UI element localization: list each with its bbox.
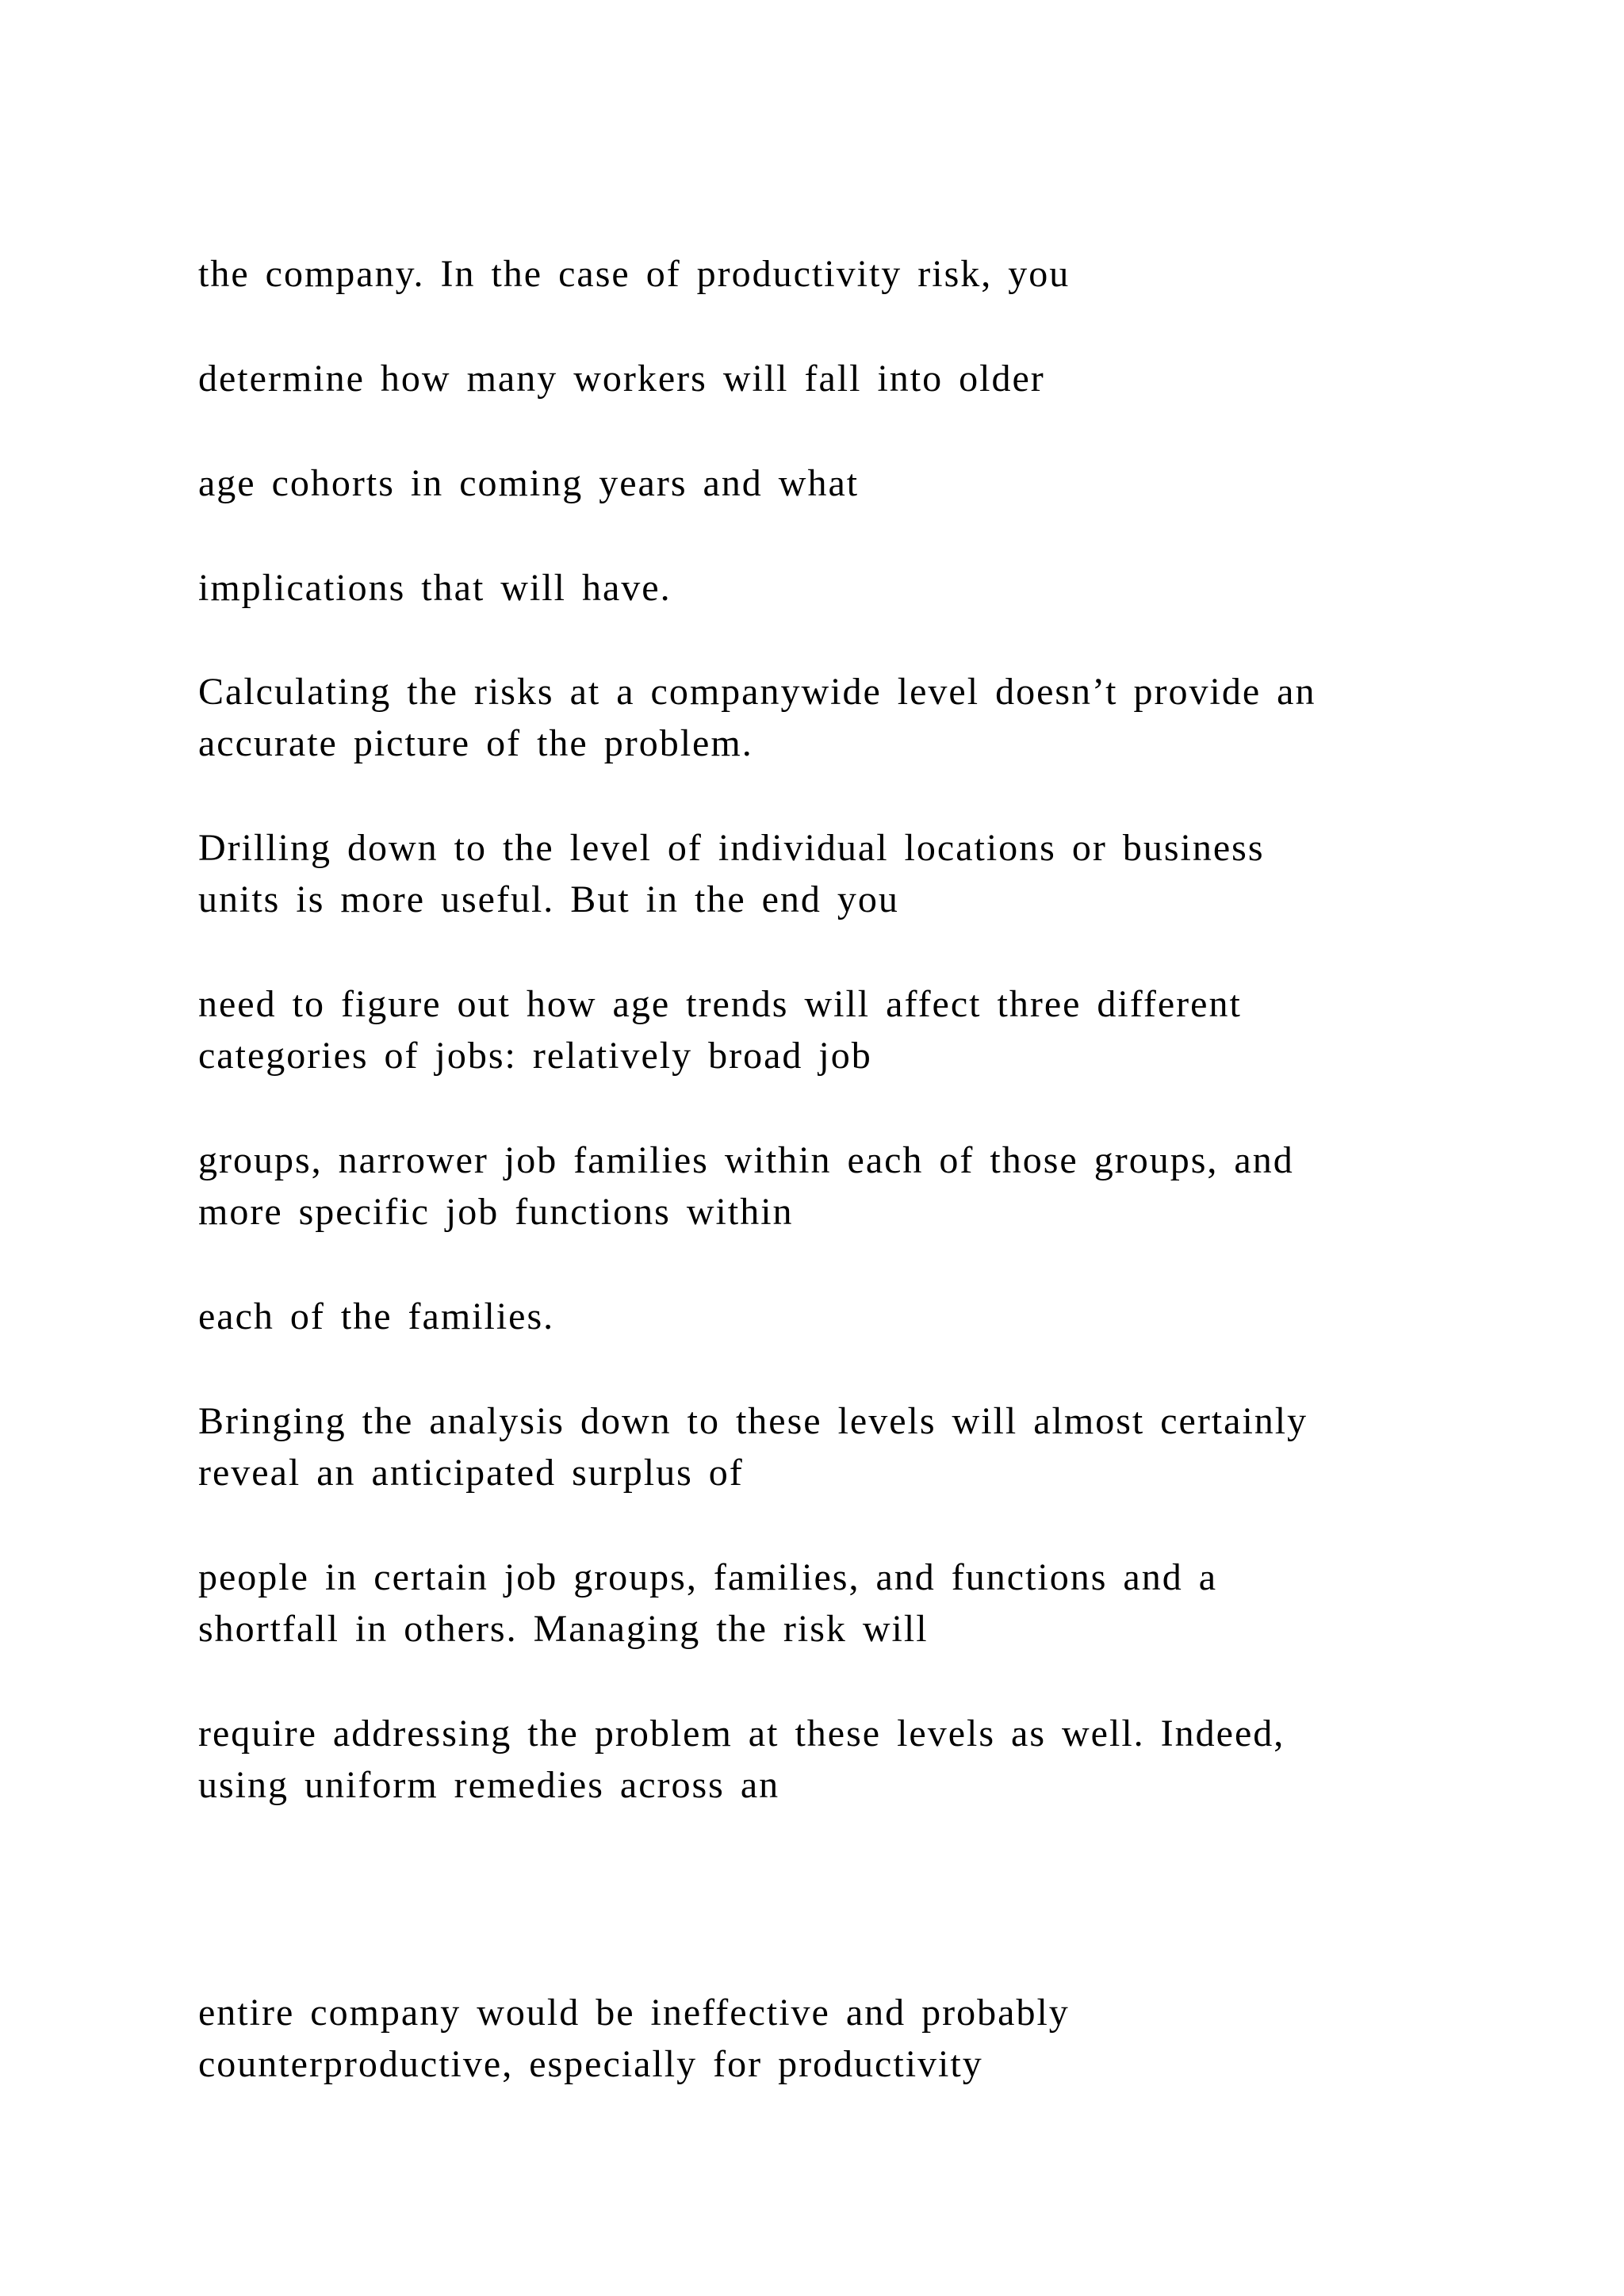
paragraph-12 bbox=[198, 1708, 1285, 1811]
text-line: entire company would be ineffective and probably bbox=[198, 1992, 1070, 2034]
paragraph-3 bbox=[198, 457, 859, 509]
paragraph-4 bbox=[198, 562, 672, 614]
text-line: need to figure out how age trends will affect three different bbox=[198, 983, 1242, 1025]
text-line: accurate picture of the problem. bbox=[198, 722, 753, 764]
text-line: the company. In the case of productivity risk, you bbox=[198, 253, 1071, 295]
text-line: reveal an anticipated surplus of bbox=[198, 1452, 744, 1494]
paragraph-13 bbox=[198, 1987, 1070, 2090]
paragraph-7 bbox=[198, 978, 1242, 1081]
text-line: Calculating the risks at a companywide level doesn’t provide an bbox=[198, 671, 1316, 713]
text-line: Bringing the analysis down to these levels will almost certainly bbox=[198, 1400, 1308, 1442]
paragraph-2 bbox=[198, 353, 1045, 404]
paragraph-9 bbox=[198, 1291, 554, 1342]
text-line: each of the families. bbox=[198, 1295, 555, 1337]
text-line: groups, narrower job families within each of those groups, and bbox=[198, 1139, 1294, 1181]
paragraph-5 bbox=[198, 666, 1316, 769]
paragraph-8 bbox=[198, 1135, 1294, 1238]
text-line: Drilling down to the level of individual locations or business bbox=[198, 827, 1265, 869]
text-line: counterproductive, especially for productivity bbox=[198, 2043, 983, 2085]
text-line: using uniform remedies across an bbox=[198, 1764, 780, 1806]
text-line: implications that will have. bbox=[198, 567, 672, 609]
text-line: require addressing the problem at these levels as well. Indeed, bbox=[198, 1712, 1285, 1755]
text-line: people in certain job groups, families, and functions and a bbox=[198, 1556, 1218, 1598]
text-line: categories of jobs: relatively broad job bbox=[198, 1035, 872, 1077]
paragraph-10 bbox=[198, 1395, 1308, 1498]
text-line: more specific job functions within bbox=[198, 1191, 794, 1233]
text-line: age cohorts in coming years and what bbox=[198, 462, 860, 504]
paragraph-6 bbox=[198, 822, 1265, 925]
text-line: units is more useful. But in the end you bbox=[198, 878, 899, 920]
text-line: shortfall in others. Managing the risk will bbox=[198, 1608, 929, 1650]
text-line: determine how many workers will fall into older bbox=[198, 358, 1045, 400]
paragraph-11 bbox=[198, 1552, 1217, 1655]
paragraph-1 bbox=[198, 248, 1070, 300]
